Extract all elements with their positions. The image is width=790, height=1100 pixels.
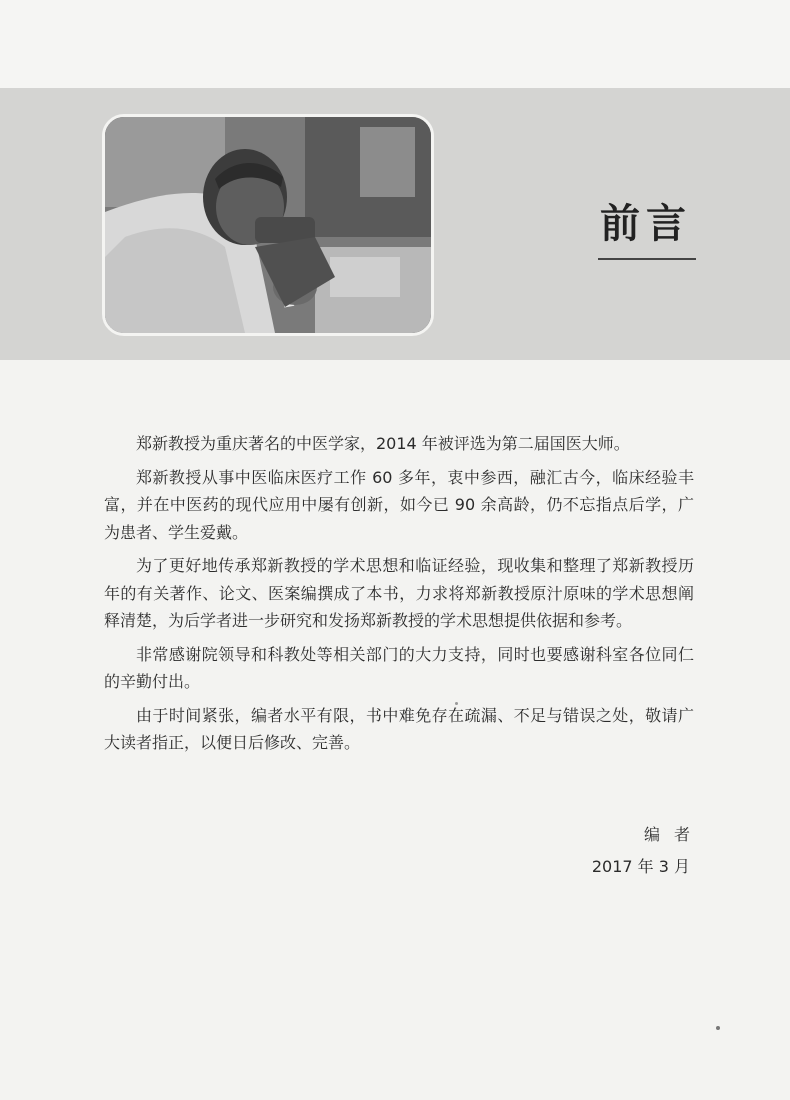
preface-body	[104, 430, 694, 763]
signature-author: 编者	[643, 825, 704, 844]
paragraph: 郑新教授从事中医临床医疗工作 60 多年，衷中参西，融汇古今，临床经验丰富，并在中医药的现代应用中屡有创新，如今已 90 余高龄，仍不忘指点后学，广为患者、学生爱戴。	[104, 467, 694, 542]
title-underline	[598, 258, 696, 260]
page-top-margin	[0, 0, 790, 88]
signature-date: 2017 年 3 月	[591, 857, 690, 876]
paragraph: 由于时间紧张，编者水平有限，书中难免存在疏漏、不足与错误之处，敬请广大读者指正，以便日后修改、完善。	[104, 705, 694, 752]
paragraph: 非常感谢院领导和科教处等相关部门的大力支持，同时也要感谢科室各位同仁的辛勤付出。	[104, 644, 694, 691]
paragraph: 郑新教授为重庆著名的中医学家，2014 年被评选为第二届国医大师。	[136, 434, 630, 453]
paragraph: 为了更好地传承郑新教授的学术思想和临证经验，现收集和整理了郑新教授历年的有关著作、论文、医案编撰成了本书，力求将郑新教授原汁原味的学术思想阐释清楚，为后学者进一步研究和发扬郑新教授的学术思想提供依据和参考。	[104, 556, 694, 630]
portrait-photo-icon	[105, 117, 431, 333]
scan-speck	[455, 702, 458, 705]
scan-speck	[716, 1026, 720, 1030]
portrait-photo	[102, 114, 434, 336]
page-title: 前言	[600, 200, 692, 247]
